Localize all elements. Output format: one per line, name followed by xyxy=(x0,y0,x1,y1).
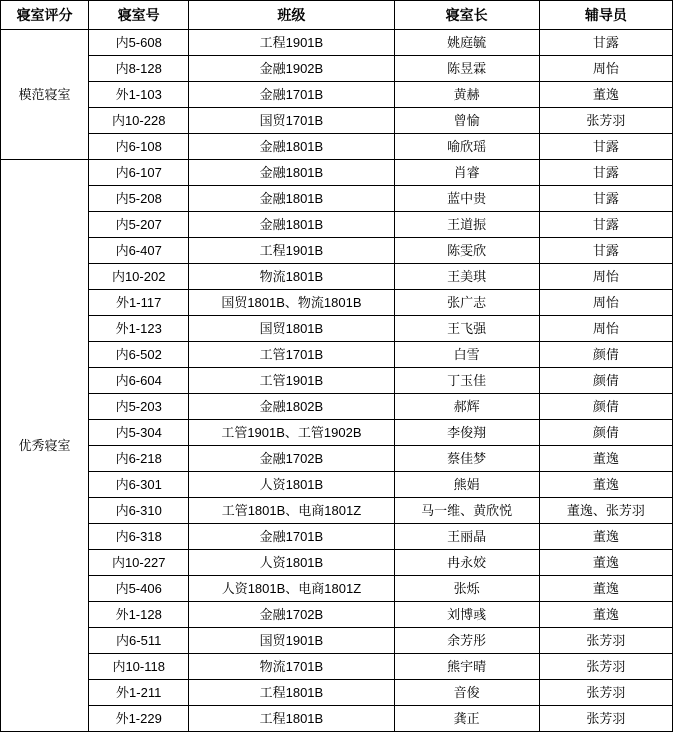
table-row xyxy=(1,472,673,498)
dorm-leader-cell: 熊宇晴 xyxy=(394,654,539,680)
dorm-leader-cell: 喻欣瑶 xyxy=(394,134,539,160)
dorm-leader-cell: 陈雯欣 xyxy=(394,238,539,264)
advisor-cell: 甘露 xyxy=(539,238,672,264)
class-cell: 工管1901B xyxy=(189,368,394,394)
table-row xyxy=(1,82,673,108)
room-number-cell: 外1-128 xyxy=(89,602,189,628)
room-number-cell: 外1-103 xyxy=(89,82,189,108)
room-number-cell: 内10-118 xyxy=(89,654,189,680)
table-row xyxy=(1,368,673,394)
table-header-row xyxy=(1,1,673,30)
dorm-leader-cell: 肖睿 xyxy=(394,160,539,186)
advisor-cell: 周怡 xyxy=(539,264,672,290)
room-number-cell: 内5-203 xyxy=(89,394,189,420)
table-row xyxy=(1,550,673,576)
dorm-leader-cell: 音俊 xyxy=(394,680,539,706)
table-row xyxy=(1,394,673,420)
advisor-cell: 董逸 xyxy=(539,446,672,472)
dorm-leader-cell: 蓝中贵 xyxy=(394,186,539,212)
advisor-cell: 周怡 xyxy=(539,56,672,82)
class-cell: 人资1801B xyxy=(189,472,394,498)
room-number-cell: 内8-128 xyxy=(89,56,189,82)
table-row xyxy=(1,654,673,680)
class-cell: 工程1901B xyxy=(189,238,394,264)
class-cell: 金融1701B xyxy=(189,82,394,108)
advisor-cell: 董逸 xyxy=(539,550,672,576)
advisor-cell: 张芳羽 xyxy=(539,654,672,680)
class-cell: 国贸1701B xyxy=(189,108,394,134)
table-row xyxy=(1,290,673,316)
advisor-cell: 周怡 xyxy=(539,316,672,342)
class-cell: 国贸1901B xyxy=(189,628,394,654)
advisor-cell: 颜倩 xyxy=(539,368,672,394)
dorm-leader-cell: 王道振 xyxy=(394,212,539,238)
advisor-cell: 甘露 xyxy=(539,160,672,186)
advisor-cell: 甘露 xyxy=(539,30,672,56)
dorm-leader-cell: 刘博彧 xyxy=(394,602,539,628)
dorm-leader-cell: 余芳彤 xyxy=(394,628,539,654)
class-cell: 金融1702B xyxy=(189,602,394,628)
dorm-leader-cell: 王丽晶 xyxy=(394,524,539,550)
class-cell: 物流1801B xyxy=(189,264,394,290)
advisor-cell: 董逸 xyxy=(539,472,672,498)
advisor-cell: 董逸 xyxy=(539,82,672,108)
class-cell: 国贸1801B xyxy=(189,316,394,342)
dorm-leader-cell: 姚庭毓 xyxy=(394,30,539,56)
class-cell: 物流1701B xyxy=(189,654,394,680)
table-row xyxy=(1,628,673,654)
room-number-cell: 内6-218 xyxy=(89,446,189,472)
table-row xyxy=(1,56,673,82)
room-number-cell: 内10-202 xyxy=(89,264,189,290)
dorm-leader-cell: 丁玉佳 xyxy=(394,368,539,394)
table-row xyxy=(1,602,673,628)
room-number-cell: 内6-310 xyxy=(89,498,189,524)
dorm-leader-cell: 蔡佳梦 xyxy=(394,446,539,472)
class-cell: 工管1901B、工管1902B xyxy=(189,420,394,446)
room-number-cell: 内5-304 xyxy=(89,420,189,446)
table-row xyxy=(1,420,673,446)
dorm-leader-cell: 张烁 xyxy=(394,576,539,602)
room-number-cell: 外1-123 xyxy=(89,316,189,342)
column-header-room: 寝室号 xyxy=(89,1,189,30)
advisor-cell: 董逸、张芳羽 xyxy=(539,498,672,524)
room-number-cell: 外1-117 xyxy=(89,290,189,316)
dorm-leader-cell: 陈昱霖 xyxy=(394,56,539,82)
advisor-cell: 甘露 xyxy=(539,134,672,160)
advisor-cell: 张芳羽 xyxy=(539,680,672,706)
class-cell: 金融1701B xyxy=(189,524,394,550)
dorm-leader-cell: 郝辉 xyxy=(394,394,539,420)
rating-category-cell: 优秀寝室 xyxy=(1,160,89,732)
table-body xyxy=(1,30,673,732)
room-number-cell: 内5-406 xyxy=(89,576,189,602)
table-row xyxy=(1,30,673,56)
room-number-cell: 内5-208 xyxy=(89,186,189,212)
advisor-cell: 张芳羽 xyxy=(539,706,672,732)
class-cell: 工管1801B、电商1801Z xyxy=(189,498,394,524)
room-number-cell: 内6-108 xyxy=(89,134,189,160)
class-cell: 金融1801B xyxy=(189,134,394,160)
table-row xyxy=(1,108,673,134)
room-number-cell: 内6-407 xyxy=(89,238,189,264)
dorm-leader-cell: 黄赫 xyxy=(394,82,539,108)
advisor-cell: 董逸 xyxy=(539,602,672,628)
room-number-cell: 内6-502 xyxy=(89,342,189,368)
class-cell: 金融1702B xyxy=(189,446,394,472)
room-number-cell: 外1-229 xyxy=(89,706,189,732)
table-row xyxy=(1,160,673,186)
class-cell: 人资1801B、电商1801Z xyxy=(189,576,394,602)
column-header-class: 班级 xyxy=(189,1,394,30)
dorm-leader-cell: 李俊翔 xyxy=(394,420,539,446)
class-cell: 人资1801B xyxy=(189,550,394,576)
class-cell: 工程1901B xyxy=(189,30,394,56)
table-row xyxy=(1,212,673,238)
class-cell: 金融1801B xyxy=(189,186,394,212)
room-number-cell: 内10-227 xyxy=(89,550,189,576)
room-number-cell: 内6-318 xyxy=(89,524,189,550)
table-row xyxy=(1,576,673,602)
column-header-advisor: 辅导员 xyxy=(539,1,672,30)
room-number-cell: 内6-107 xyxy=(89,160,189,186)
room-number-cell: 内6-301 xyxy=(89,472,189,498)
advisor-cell: 董逸 xyxy=(539,576,672,602)
table-row xyxy=(1,524,673,550)
class-cell: 国贸1801B、物流1801B xyxy=(189,290,394,316)
class-cell: 工管1701B xyxy=(189,342,394,368)
dorm-leader-cell: 张广志 xyxy=(394,290,539,316)
advisor-cell: 颜倩 xyxy=(539,342,672,368)
dorm-leader-cell: 王美琪 xyxy=(394,264,539,290)
table-row xyxy=(1,264,673,290)
table-row xyxy=(1,342,673,368)
dorm-leader-cell: 白雪 xyxy=(394,342,539,368)
room-number-cell: 内6-511 xyxy=(89,628,189,654)
advisor-cell: 周怡 xyxy=(539,290,672,316)
column-header-leader: 寝室长 xyxy=(394,1,539,30)
dorm-leader-cell: 王飞强 xyxy=(394,316,539,342)
room-number-cell: 内5-608 xyxy=(89,30,189,56)
dorm-leader-cell: 马一维、黄欣悦 xyxy=(394,498,539,524)
table-row xyxy=(1,706,673,732)
advisor-cell: 甘露 xyxy=(539,186,672,212)
table-header xyxy=(1,1,673,30)
room-number-cell: 外1-211 xyxy=(89,680,189,706)
class-cell: 工程1801B xyxy=(189,706,394,732)
table-row xyxy=(1,238,673,264)
class-cell: 金融1801B xyxy=(189,212,394,238)
rating-category-cell: 模范寝室 xyxy=(1,30,89,160)
advisor-cell: 张芳羽 xyxy=(539,108,672,134)
advisor-cell: 颜倩 xyxy=(539,394,672,420)
table-row xyxy=(1,186,673,212)
room-number-cell: 内10-228 xyxy=(89,108,189,134)
advisor-cell: 颜倩 xyxy=(539,420,672,446)
dorm-leader-cell: 曾愉 xyxy=(394,108,539,134)
table-row xyxy=(1,498,673,524)
table-row xyxy=(1,134,673,160)
dorm-leader-cell: 冉永姣 xyxy=(394,550,539,576)
advisor-cell: 甘露 xyxy=(539,212,672,238)
dorm-leader-cell: 龚正 xyxy=(394,706,539,732)
dorm-leader-cell: 熊娟 xyxy=(394,472,539,498)
class-cell: 工程1801B xyxy=(189,680,394,706)
room-number-cell: 内5-207 xyxy=(89,212,189,238)
table-row xyxy=(1,446,673,472)
class-cell: 金融1902B xyxy=(189,56,394,82)
table-row xyxy=(1,680,673,706)
advisor-cell: 张芳羽 xyxy=(539,628,672,654)
room-number-cell: 内6-604 xyxy=(89,368,189,394)
class-cell: 金融1801B xyxy=(189,160,394,186)
column-header-rating: 寝室评分 xyxy=(1,1,89,30)
advisor-cell: 董逸 xyxy=(539,524,672,550)
class-cell: 金融1802B xyxy=(189,394,394,420)
table-row xyxy=(1,316,673,342)
